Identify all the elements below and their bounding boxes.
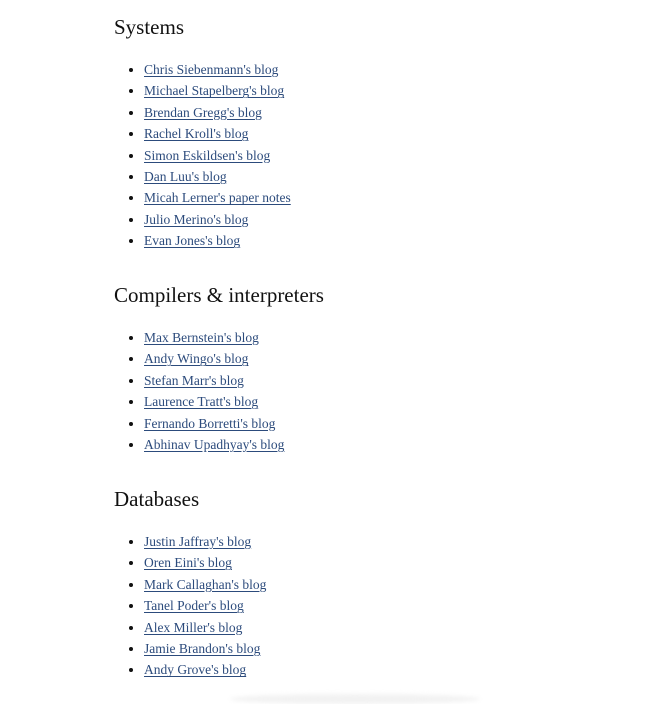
list-item [144, 595, 594, 616]
link-evan-jones[interactable]: Evan Jones's blog [144, 233, 241, 249]
link-chris-siebenmann[interactable]: Chris Siebenmann's blog [144, 62, 279, 77]
list-item [144, 348, 594, 369]
list-item [144, 166, 594, 187]
link-abhinav-upadhyay[interactable]: Abhinav Upadhyay's blog [144, 437, 285, 453]
section-systems [114, 14, 594, 282]
list-item [144, 638, 594, 659]
link-laurence-tratt[interactable]: Laurence Tratt's blog [144, 394, 259, 410]
list-item [144, 230, 594, 251]
section-databases [114, 486, 594, 681]
list-item [144, 391, 594, 412]
link-micah-lerner[interactable]: Micah Lerner's paper notes [144, 190, 291, 206]
list-item [144, 145, 594, 166]
list-item [144, 659, 594, 680]
list-item [144, 434, 594, 455]
list-item [144, 552, 594, 573]
link-simon-eskildsen[interactable]: Simon Eskildsen's blog [144, 147, 271, 163]
link-andy-wingo[interactable]: Andy Wingo's blog [144, 351, 249, 367]
section-compilers [114, 282, 594, 486]
link-dan-luu[interactable]: Dan Luu's blog [144, 169, 227, 185]
list-item [144, 209, 594, 230]
list-item [144, 59, 594, 80]
list-item [144, 80, 594, 101]
list-item [144, 102, 594, 123]
link-oren-eini[interactable]: Oren Eini's blog [144, 555, 232, 571]
section-title-systems: Systems [114, 15, 185, 39]
page-content [114, 14, 594, 681]
compilers-link-list [114, 327, 594, 455]
section-title-databases: Databases [114, 487, 200, 511]
list-item [144, 370, 594, 391]
link-stefan-marr[interactable]: Stefan Marr's blog [144, 372, 244, 388]
link-brendan-gregg[interactable]: Brendan Gregg's blog [144, 104, 262, 120]
link-fernando-borretti[interactable]: Fernando Borretti's blog [144, 415, 276, 431]
list-item [144, 187, 594, 208]
link-alex-miller[interactable]: Alex Miller's blog [144, 619, 243, 635]
link-mark-callaghan[interactable]: Mark Callaghan's blog [144, 576, 267, 592]
link-tanel-poder[interactable]: Tanel Poder's blog [144, 598, 244, 614]
link-andy-grove[interactable]: Andy Grove's blog [144, 662, 247, 678]
list-item [144, 531, 594, 552]
list-item [144, 413, 594, 434]
link-max-bernstein[interactable]: Max Bernstein's blog [144, 330, 259, 345]
list-item [144, 327, 594, 348]
section-title-compilers: Compilers & interpreters [114, 283, 324, 307]
link-julio-merino[interactable]: Julio Merino's blog [144, 211, 249, 227]
databases-link-list [114, 531, 594, 681]
bottom-shadow [230, 694, 480, 704]
list-item [144, 574, 594, 595]
link-justin-jaffray[interactable]: Justin Jaffray's blog [144, 534, 252, 549]
link-jamie-brandon[interactable]: Jamie Brandon's blog [144, 641, 261, 657]
list-item [144, 617, 594, 638]
list-item [144, 123, 594, 144]
link-rachel-kroll[interactable]: Rachel Kroll's blog [144, 126, 249, 142]
link-michael-stapelberg[interactable]: Michael Stapelberg's blog [144, 83, 285, 99]
systems-link-list [114, 59, 594, 252]
